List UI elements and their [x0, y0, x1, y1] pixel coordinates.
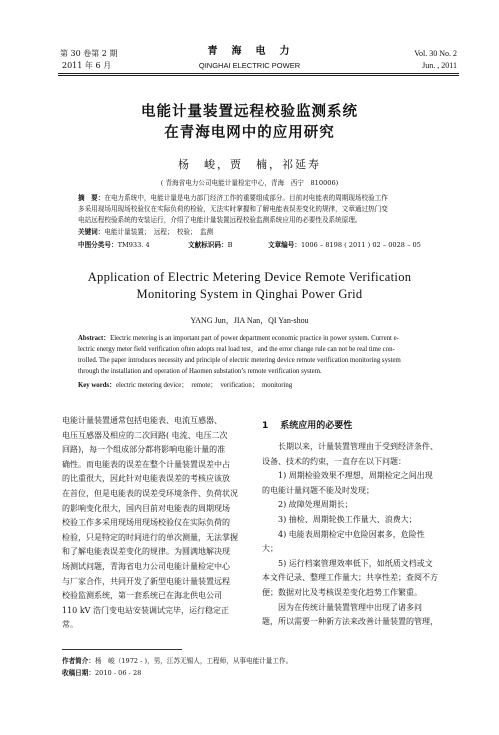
doc-code-label: 文献标识码： — [188, 241, 228, 249]
abstract — [78, 193, 458, 226]
en-abstract-line: lectric energy meter field verification often adopts real load test，and the error change rule can not be real time con- — [78, 346, 395, 353]
section-title: 系统应用的必要性 — [280, 421, 353, 431]
affiliation: ( 青海省电力公司电能计量检定中心，青海 西宁 810006) — [160, 179, 339, 187]
en-keywords — [78, 380, 292, 391]
body-line: 1) 周期检验效果不理想，周期检定之间出现 — [262, 471, 433, 481]
article-no-value: 1006 – 8198 ( 2011 ) 02 – 0028 – 05 — [300, 241, 421, 249]
en-abstract — [78, 333, 460, 377]
footnote-received-label: 收稿日期： — [62, 669, 95, 677]
body-line: 3) 抽检、周期轮换工作量大、浪费大； — [262, 514, 417, 524]
en-title-line-2: Monitoring System in Qinghai Power Grid — [136, 287, 363, 301]
journal-issue: 第 30 卷第 2 期 — [60, 49, 118, 58]
journal-month: Jun. , 2011 — [422, 61, 457, 70]
body-line: 2) 故障处理周期长； — [262, 500, 353, 510]
clc-label: 中图分类号： — [78, 241, 118, 249]
body-line: 与厂家合作，共同开发了新型电能计量装置远程 — [62, 576, 230, 586]
en-keywords-label: Key words： — [78, 382, 116, 389]
clc — [78, 240, 150, 251]
header-rule-2 — [58, 75, 459, 76]
title-line-1: 电能计量装置远程校验监测系统 — [141, 104, 358, 120]
abstract-line: 在电力系统中，电能计量是电力部门经济工作的重要组成部分。目前对电能表的周期现场校验工作 — [104, 194, 388, 202]
en-abstract-line: trolled. The paper introduces necessity and principle of electric metering device remote verification monitoring system — [78, 357, 401, 364]
body-line: 4) 电能表周期检定中危险因素多，危险性 — [262, 529, 425, 539]
body-line: 因为在传统计量装置管理中出现了诸多问 — [262, 602, 422, 612]
body-line: 检验，只是特定的时间进行的单次测量，无法掌握 — [62, 532, 238, 542]
journal-date: 2011 年 6 月 — [62, 61, 112, 70]
body-line: 的比重很大，因此针对电能表误差的考核应该放 — [62, 474, 230, 484]
journal-name: 青 海 电 力 — [207, 46, 292, 57]
footnote-author-text: 杨 峻（1972 - )，男，江苏无锡人，工程师，从事电能计量工作。 — [94, 657, 293, 665]
body-line: 和了解电能表误差变化的规律。为圆满地解决现 — [62, 547, 230, 557]
en-abstract-line: Electric metering is an important part of power department economic practice in power system. Current e- — [110, 335, 399, 342]
section-number: 1 — [262, 421, 269, 431]
keywords-label: 关键词： — [78, 228, 105, 236]
abstract-line: 多采用现场用现场校验仪在实际负荷的检验，无法实时掌握和了解电能表误差变化的规律，文章通过热门变 — [78, 205, 388, 213]
section-heading — [262, 418, 352, 431]
body-line: 确性。而电能表的误差在整个计量装置误差中占 — [62, 459, 230, 469]
body-line: 长期以来，计量装置管理由于受到经济条件、 — [262, 442, 438, 451]
body-line: 本文件记录、整理工作量大；共享性差；查阅不方 — [262, 573, 438, 583]
body-line: 校验工作多采用现场用现场校验仪在实际负荷的 — [62, 518, 230, 528]
right-column — [262, 440, 452, 630]
body-line: 电能计量装置通常包括电能表、电流互感器、 — [62, 416, 222, 425]
en-keywords-text: electric metering device； remote； verification； monitoring — [115, 382, 293, 389]
header-rule — [58, 73, 459, 74]
body-line: 场测试问题，青海省电力公司电能计量检定中心 — [62, 561, 230, 571]
clc-value: TM933. 4 — [117, 241, 150, 249]
article-no — [268, 240, 421, 251]
abstract-label: 摘 要： — [78, 194, 105, 202]
body-line: 的电能计量问题不能及时发现； — [262, 485, 374, 495]
body-line: 电压互感器及相应的二次回路( 电流、电压二次 — [62, 430, 228, 440]
body-line: 常。 — [62, 620, 78, 630]
footnote-author-label: 作者简介： — [62, 657, 95, 665]
body-line: 的影响变化很大，国内目前对电能表的周期现场 — [62, 503, 230, 513]
en-authors: YANG Jun，JIA Nan，QI Yan-shou — [190, 316, 309, 325]
body-line: 便；数据对比及考核误差变化趋势工作繁重。 — [262, 587, 422, 597]
keywords — [78, 227, 213, 238]
body-line: 大； — [262, 544, 278, 554]
body-line: 题，所以需要一种新方法来改善计量装置的管理， — [262, 617, 438, 627]
body-line: 设备、技术的约束，一直存在以下问题： — [262, 456, 406, 466]
body-line: 校验监测系统，第一套系统已在海北供电公司 — [62, 591, 222, 601]
footnote-rule — [62, 649, 182, 650]
body-line: 在首位，但是电能表的误差受环境条件、负荷状况 — [62, 488, 238, 498]
en-abstract-label: Abstract： — [78, 335, 111, 342]
journal-vol: Vol. 30 No. 2 — [414, 49, 457, 58]
doc-code-value: B — [227, 241, 233, 249]
body-line: 回路)，每一个组成部分都将影响电能计量的准 — [62, 445, 226, 455]
journal-name-en: QINGHAI ELECTRIC POWER — [198, 61, 301, 70]
abstract-line: 电站远程校验系统的安装运行，介绍了电能计量装置远程校验监测系统应用的必要性及系统原理。 — [78, 216, 362, 224]
authors: 杨 峻，贾 楠，祁延寿 — [178, 158, 321, 171]
body-line: 5) 运行档案管理效率低下，如纸质文档或文 — [262, 558, 433, 568]
body-line: 110 kV 浩门变电站安装调试完毕，运行稳定正 — [62, 605, 229, 615]
keywords-text: 电能计量装置； 远程； 校验； 监测 — [104, 228, 214, 236]
footnote-received — [62, 668, 141, 679]
doc-code — [188, 240, 232, 251]
en-title-line-1: Application of Electric Metering Device Remote Verification — [87, 270, 412, 284]
title-line-2: 在青海电网中的应用研究 — [164, 125, 335, 141]
article-no-label: 文章编号： — [268, 241, 301, 249]
en-abstract-line: through the installation and operation of Haomen substation’s remote verification system. — [78, 368, 322, 375]
footnote-received-text: 2010 - 06 - 28 — [94, 669, 142, 677]
left-column — [62, 414, 246, 633]
footnote-author — [62, 656, 292, 667]
